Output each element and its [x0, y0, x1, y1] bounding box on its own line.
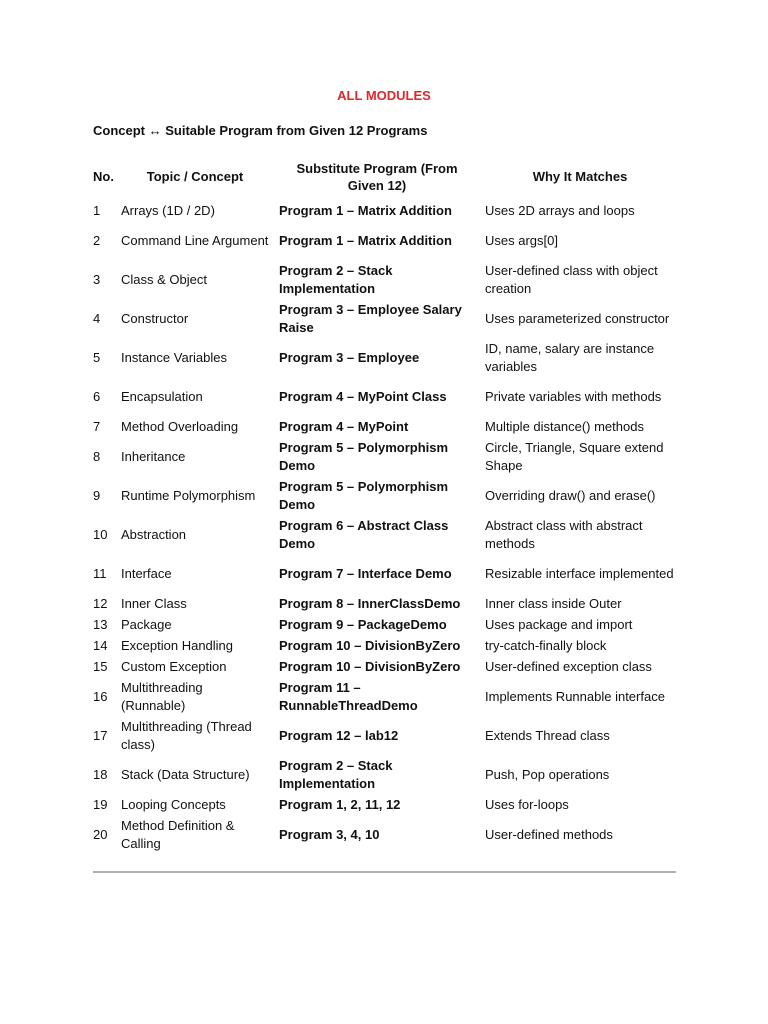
cell-why: Uses package and import [485, 616, 633, 632]
cell-program: Program 8 – InnerClassDemo [279, 595, 461, 611]
cell-why: Multiple distance() methods [485, 418, 644, 434]
document-subtitle: Concept ↔ Suitable Program from Given 12 Programs [93, 123, 428, 138]
cell-program: Program 3, 4, 10 [279, 826, 380, 842]
cell-topic: Multithreading (Thread class) [121, 719, 252, 752]
cell-no: 20 [93, 826, 108, 842]
cell-no: 12 [93, 595, 108, 611]
cell-program: Program 1, 2, 11, 12 [279, 796, 401, 812]
cell-topic: Custom Exception [121, 658, 227, 674]
table-row [87, 515, 679, 554]
header-topic: Topic / Concept [146, 169, 244, 185]
cell-program: Program 6 – Abstract Class Demo [279, 518, 449, 551]
cell-no: 3 [93, 271, 101, 287]
cell-why: User-defined methods [485, 826, 613, 842]
cell-topic: Multithreading (Runnable) [121, 680, 203, 713]
table-row [87, 677, 679, 716]
cell-topic: Inheritance [121, 448, 186, 464]
cell-program: Program 12 – lab12 [279, 727, 399, 743]
cell-no: 17 [93, 727, 108, 743]
cell-why: Uses for-loops [485, 796, 569, 812]
table-row [87, 716, 679, 755]
cell-why: ID, name, salary are instance variables [485, 341, 655, 374]
table-row [87, 260, 679, 299]
cell-topic: Constructor [121, 310, 189, 326]
table-row [87, 476, 679, 515]
cell-no: 4 [93, 310, 101, 326]
cell-topic: Package [121, 616, 172, 632]
cell-why: User-defined class with object creation [485, 263, 658, 296]
cell-no: 5 [93, 349, 101, 365]
cell-why: User-defined exception class [485, 658, 652, 674]
cell-program: Program 5 – Polymorphism Demo [279, 479, 449, 512]
cell-no: 1 [93, 202, 101, 218]
cell-topic: Exception Handling [121, 637, 234, 653]
table-row [87, 416, 679, 437]
cell-no: 13 [93, 616, 108, 632]
cell-program: Program 10 – DivisionByZero [279, 637, 461, 653]
table-row [87, 614, 679, 635]
header-program: Substitute Program (From Given 12) [296, 160, 458, 193]
table-row [87, 299, 679, 338]
table-row [87, 635, 679, 656]
cell-why: Uses 2D arrays and loops [485, 202, 635, 218]
cell-program: Program 5 – Polymorphism Demo [279, 440, 449, 473]
cell-topic: Looping Concepts [121, 796, 226, 812]
cell-no: 11 [93, 565, 107, 581]
cell-why: Inner class inside Outer [485, 595, 622, 611]
table-row [87, 338, 679, 377]
cell-why: Circle, Triangle, Square extend Shape [485, 440, 664, 473]
cell-program: Program 4 – MyPoint Class [279, 388, 447, 404]
concept-program-table [87, 154, 679, 854]
document-title: ALL MODULES [337, 88, 431, 103]
cell-program: Program 1 – Matrix Addition [279, 232, 452, 248]
cell-program: Program 7 – Interface Demo [279, 565, 452, 581]
cell-no: 15 [93, 658, 108, 674]
cell-topic: Class & Object [121, 271, 207, 287]
cell-no: 14 [93, 637, 108, 653]
cell-program: Program 3 – Employee [279, 349, 420, 365]
cell-no: 16 [93, 688, 108, 704]
table-row [87, 377, 679, 416]
cell-no: 10 [93, 526, 108, 542]
cell-no: 8 [93, 448, 101, 464]
cell-topic: Runtime Polymorphism [121, 487, 256, 503]
cell-program: Program 1 – Matrix Addition [279, 202, 452, 218]
cell-why: Push, Pop operations [485, 766, 610, 782]
cell-why: Private variables with methods [485, 388, 662, 404]
cell-program: Program 2 – Stack Implementation [279, 758, 393, 791]
table-header-row [87, 154, 679, 200]
table-row [87, 221, 679, 260]
table-row [87, 815, 679, 854]
cell-why: Resizable interface implemented [485, 565, 674, 581]
cell-why: Uses args[0] [485, 232, 558, 248]
cell-no: 6 [93, 388, 101, 404]
cell-program: Program 4 – MyPoint [279, 418, 409, 434]
cell-program: Program 2 – Stack Implementation [279, 263, 393, 296]
cell-why: Implements Runnable interface [485, 688, 665, 704]
cell-topic: Method Overloading [121, 418, 239, 434]
table-row [87, 437, 679, 476]
cell-program: Program 9 – PackageDemo [279, 616, 447, 632]
cell-why: Extends Thread class [485, 727, 610, 743]
cell-why: Overriding draw() and erase() [485, 487, 656, 503]
cell-topic: Abstraction [121, 526, 187, 542]
table-row [87, 200, 679, 221]
cell-topic: Inner Class [121, 595, 187, 611]
cell-no: 7 [93, 418, 101, 434]
cell-topic: Instance Variables [121, 349, 227, 365]
header-no: No. [93, 169, 114, 185]
table-row [87, 794, 679, 815]
cell-why: try-catch-finally block [485, 637, 607, 653]
cell-why: Abstract class with abstract methods [485, 518, 643, 551]
cell-topic: Method Definition & Calling [121, 818, 235, 851]
cell-no: 18 [93, 766, 108, 782]
table-row [87, 554, 679, 593]
cell-topic: Encapsulation [121, 388, 203, 404]
header-why: Why It Matches [532, 169, 628, 185]
cell-no: 2 [93, 232, 101, 248]
cell-program: Program 10 – DivisionByZero [279, 658, 461, 674]
cell-program: Program 3 – Employee Salary Raise [279, 302, 462, 335]
cell-no: 19 [93, 796, 108, 812]
cell-topic: Interface [121, 565, 172, 581]
table-row [87, 593, 679, 614]
table-row [87, 755, 679, 794]
cell-why: Uses parameterized constructor [485, 310, 670, 326]
table-row [87, 656, 679, 677]
cell-program: Program 11 – RunnableThreadDemo [279, 680, 418, 713]
cell-no: 9 [93, 487, 101, 503]
bottom-divider [93, 871, 676, 873]
cell-topic: Command Line Argument [121, 232, 269, 248]
cell-topic: Stack (Data Structure) [121, 766, 250, 782]
cell-topic: Arrays (1D / 2D) [121, 202, 215, 218]
